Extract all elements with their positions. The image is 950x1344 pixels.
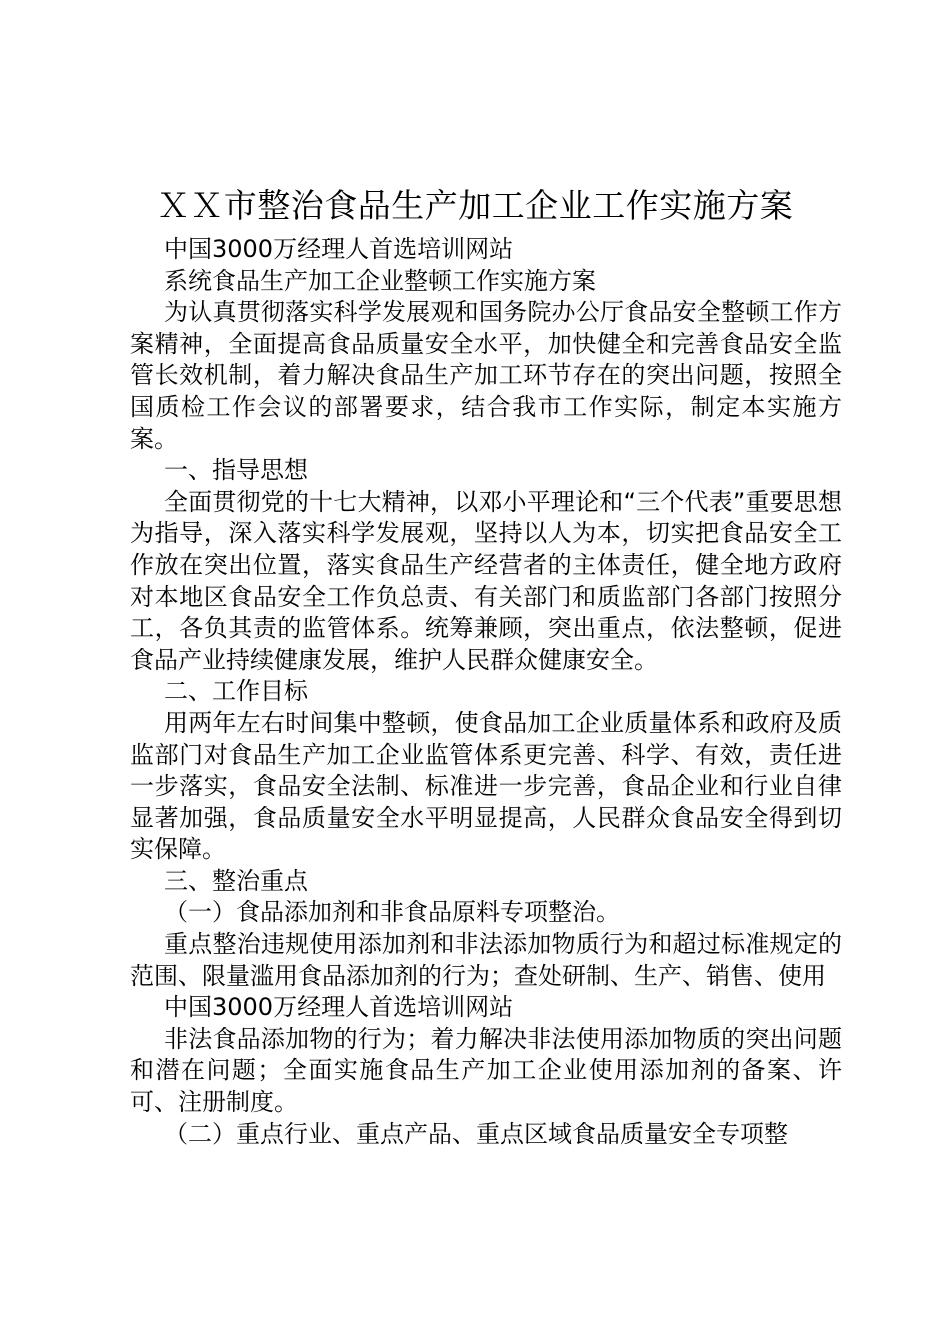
subsection-heading-additives: （一）食品添加剂和非食品原料专项整治。 <box>164 898 620 927</box>
subtitle: 系统食品生产加工企业整顿工作实施方案 <box>164 266 596 295</box>
site-banner: 中国3000万经理人首选培训网站 <box>164 235 514 263</box>
intro-paragraph: 为认真贯彻落实科学发展观和国务院办公厅食品安全整顿工作方案精神，全面提高食品质量安全水平，加快健全和完善食品安全监管长效机制，着力解决食品生产加工环节存在的突出问题，按照全国质检工作会议的部署要求，结合我市工作实际，制定本实施方案。 <box>130 298 842 453</box>
guiding-ideology-paragraph: 全面贯彻党的十七大精神，以邓小平理论和“三个代表”重要思想为指导，深入落实科学发展观，坚持以人为本，切实把食品安全工作放在突出位置，落实食品生产经营者的主体责任，健全地方政府对本地区食品安全工作负总责、有关部门和质监部门各部门按照分工，各负其责的监管体系。统筹兼顾，突出重点，依法整顿，促进食品产业持续健康发展，维护人民群众健康安全。 <box>130 487 842 674</box>
section-heading-work-goals: 二、工作目标 <box>164 677 308 706</box>
work-goals-paragraph: 用两年左右时间集中整顿，使食品加工企业质量体系和政府及质监部门对食品生产加工企业监管体系更完善、科学、有效，责任进一步落实，食品安全法制、标准进一步完善，食品企业和行业自律显著加强，食品质量安全水平明显提高，人民群众食品安全得到切实保障。 <box>130 708 842 864</box>
site-banner-repeat: 中国3000万经理人首选培训网站 <box>164 993 514 1022</box>
document-body <box>130 234 842 1150</box>
section-heading-guiding-ideology: 一、指导思想 <box>164 456 308 485</box>
document-title: ＸＸ市整治食品生产加工企业工作实施方案 <box>156 186 794 225</box>
subsection-heading-key-industries: （二）重点行业、重点产品、重点区域食品质量安全专项整 <box>164 1119 788 1148</box>
additives-paragraph: 重点整治违规使用添加剂和非法添加物质行为和超过标准规定的范围、限量滥用食品添加剂的行为；查处研制、生产、销售、使用 <box>130 930 842 990</box>
additives-paragraph-continued: 非法食品添加物的行为；着力解决非法使用添加物质的突出问题和潜在问题；全面实施食品生产加工企业使用添加剂的备案、许可、注册制度。 <box>130 1024 842 1117</box>
section-heading-key-points: 三、整治重点 <box>164 866 308 895</box>
